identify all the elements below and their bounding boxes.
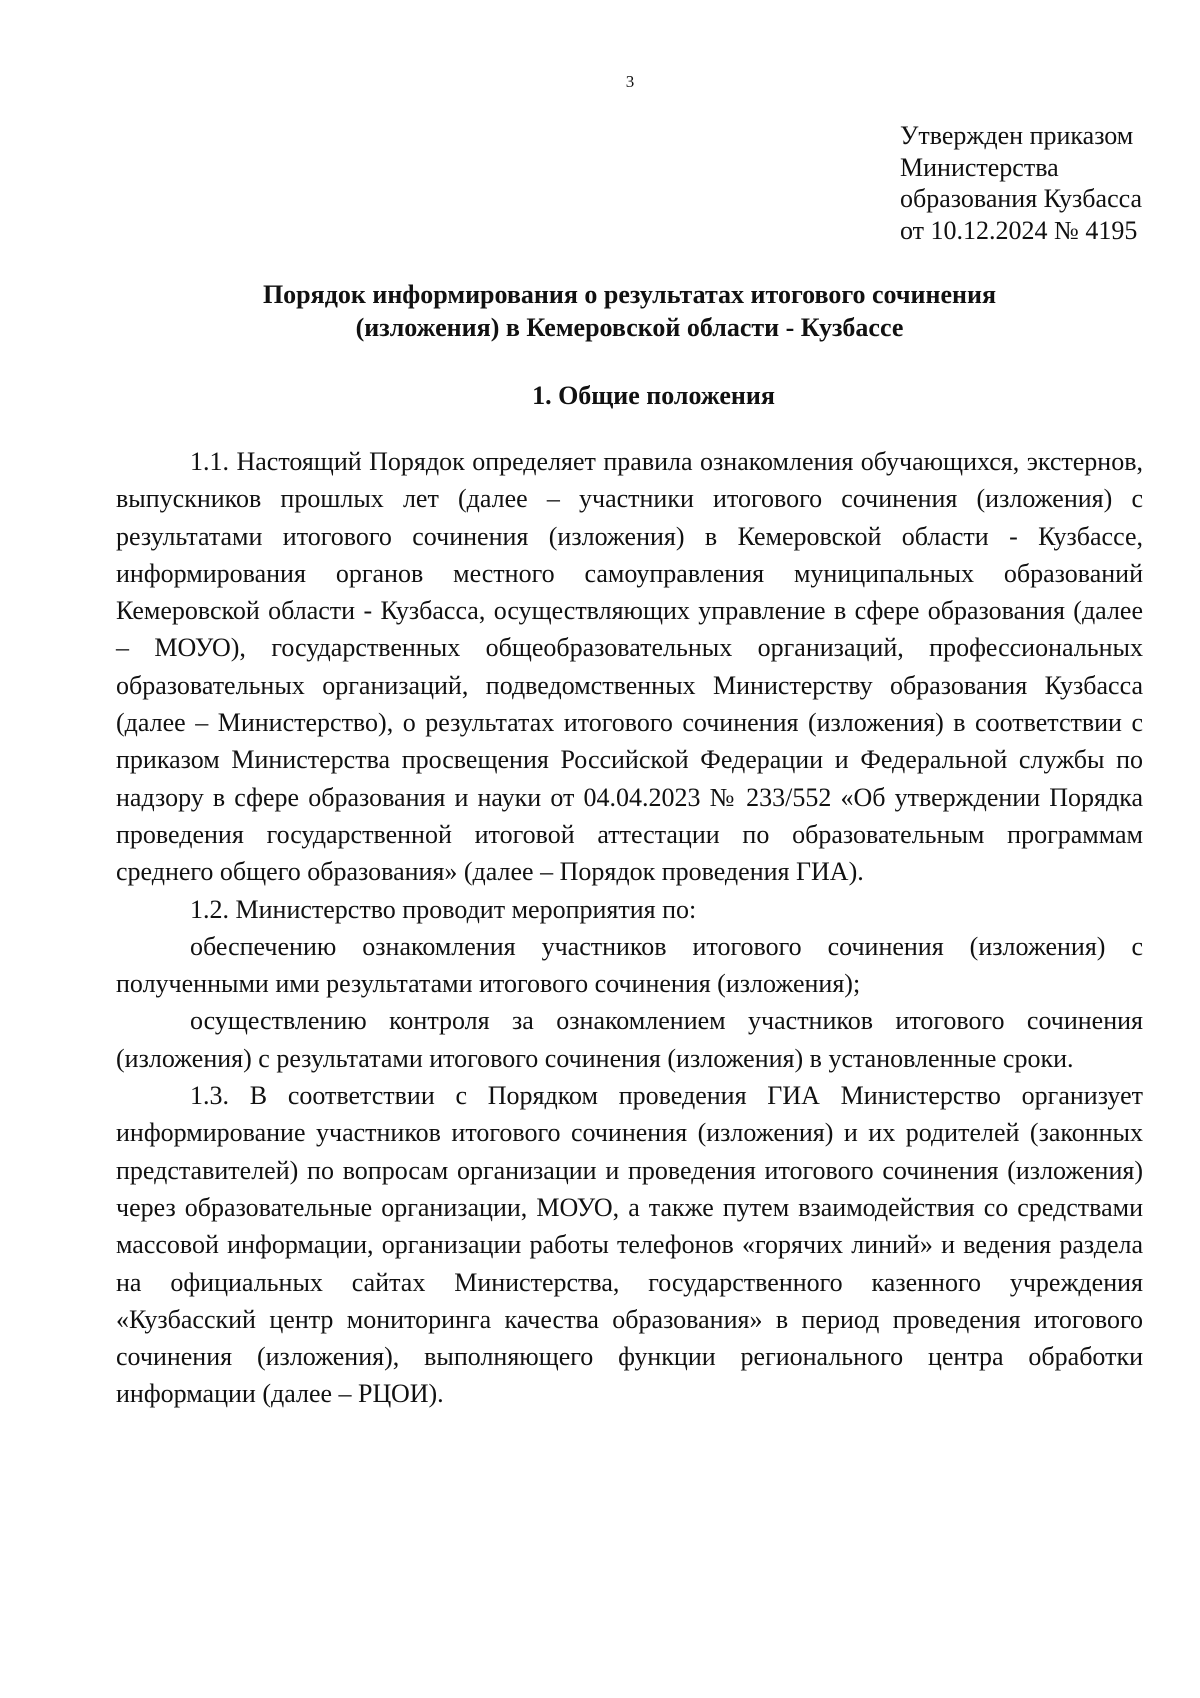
approval-line: Утвержден приказом (900, 121, 1134, 150)
paragraph-1-3: 1.3. В соответствии с Порядком проведения ГИА Министерство организует информирование участников итогового сочинения (изложения) и их родителей (законных представителей) по вопросам организации и проведения итогового сочинения (изложения) через образовательные организации, МОУО, а также путем взаимодействия со средствами массовой информации, организации работы телефонов «горячих линий» и ведения раздела на официальных сайтах Министерства, государственного казенного учреждения «Кузбасский центр мониторинга качества образования» в период проведения итогового сочинения (изложения), выполняющего функции регионального центра обработки информации (далее – РЦОИ). (116, 1081, 1143, 1409)
document-title-line: Порядок информирования о результатах итогового сочинения (262, 280, 997, 309)
document-title (116, 278, 1143, 344)
document-title-line: (изложения) в Кемеровской области - Кузбассе (355, 313, 904, 342)
paragraph-1-2-item-2: осуществлению контроля за ознакомлением участников итогового сочинения (изложения) с результатами итогового сочинения (изложения) в установленные сроки. (116, 1006, 1143, 1073)
section-body (116, 443, 1143, 1413)
paragraph-1-1: 1.1. Настоящий Порядок определяет правила ознакомления обучающихся, экстернов, выпускников прошлых лет (далее – участники итогового сочинения (изложения) с результатами итогового сочинения (изложения) в Кемеровской области - Кузбассе, информирования органов местного самоуправления муниципальных образований Кемеровской области - Кузбасса, осуществляющих управление в сфере образования (далее – МОУО), государственных общеобразовательных организаций, профессиональных образовательных организаций, подведомственных Министерству образования Кузбасса (далее – Министерство), о результатах итогового сочинения (изложения) в соответствии с приказом Министерства просвещения Российской Федерации и Федеральной службы по надзору в сфере образования и науки от 04.04.2023 № 233/552 «Об утверждении Порядка проведения государственной итоговой аттестации по образовательным программам среднего общего образования» (далее – Порядок проведения ГИА). (116, 447, 1143, 887)
page-number: 3 (625, 72, 635, 91)
approval-line: образования Кузбасса (900, 184, 1143, 213)
section-heading: 1. Общие положения (532, 381, 775, 410)
approval-line: Министерства (900, 152, 1059, 182)
paragraph-1-2-item-1: обеспечению ознакомления участников итогового сочинения (изложения) с полученными ими результатами итогового сочинения (изложения); (116, 931, 1143, 999)
paragraph-1-2: 1.2. Министерство проводит мероприятия по: (190, 894, 697, 924)
approval-line: от 10.12.2024 № 4195 (900, 215, 1138, 245)
approval-stamp-block (900, 120, 1190, 246)
